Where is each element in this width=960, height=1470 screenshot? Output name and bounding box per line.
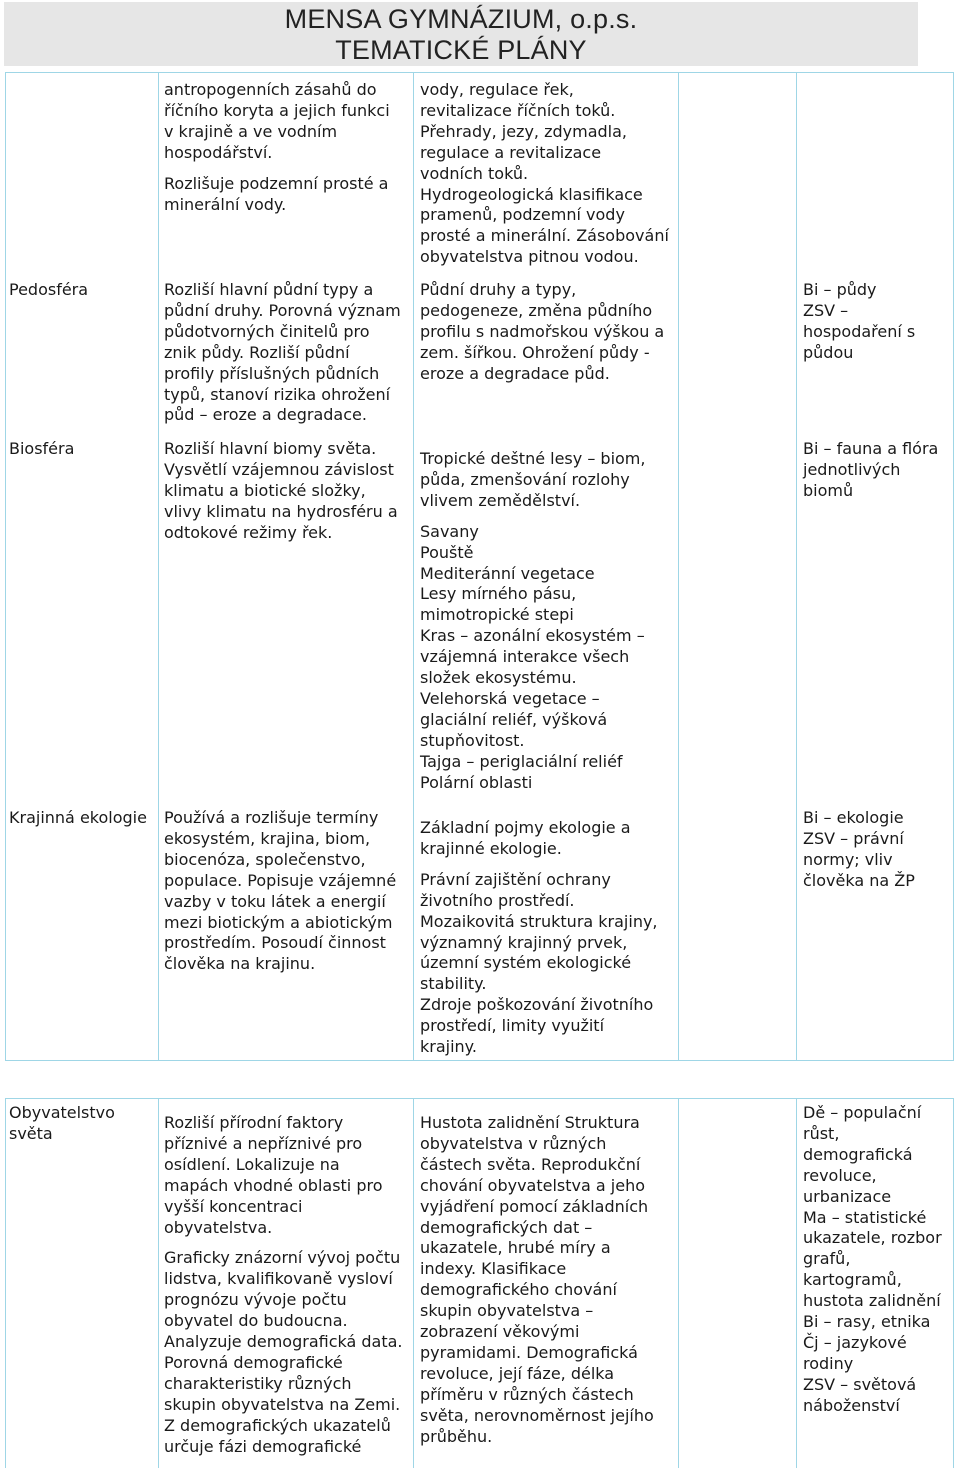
column-divider <box>5 1098 6 1468</box>
links-krajinna-ekologie: Bi – ekologie ZSV – právní normy; vliv člověka na ŽP <box>803 808 915 890</box>
outcomes-pedosfera: Rozliší hlavní půdní typy a půdní druhy. Porovná význam půdotvorných činitelů pro znik půdy. Rozliší půdní profily příslušných půdních typů, stanoví rizika ohrožení půd – eroze a degradace. <box>164 280 401 425</box>
column-divider <box>796 72 797 1060</box>
content-hydrosfera-cont: vody, regulace řek, revitalizace říčních toků. Přehrady, jezy, zdymadla, regulace a revitalizace vodních toků. Hydrogeologická klasifikace pramenů, podzemní vody prosté a minerální. Zásobování obyvatelstva pitnou vodou. <box>420 80 669 267</box>
column-divider <box>5 72 6 1060</box>
topic-krajinna-ekologie: Krajinná ekologie <box>9 808 147 827</box>
column-divider <box>158 1098 159 1468</box>
table-top-border <box>5 1098 954 1099</box>
links-pedosfera: Bi – půdy ZSV – hospodaření s půdou <box>803 280 916 362</box>
column-divider <box>158 72 159 1060</box>
page-header <box>4 2 918 66</box>
column-divider <box>796 1098 797 1468</box>
links-biosfera: Bi – fauna a flóra jednotlivých biomů <box>803 439 939 500</box>
content-biosfera: Tropické deštné lesy – biom, půda, zmenšování rozlohy vlivem zemědělství. Savany Pouště Mediteránní vegetace Lesy mírného pásu, mimotropické stepi Kras – azonální ekosystém – vzájemná interakce všech složek ekosystému. Velehorská vegetace – glaciální reliéf, výšková stupňovitost. Tajga – periglaciální reliéf Polární oblasti <box>420 449 646 792</box>
topic-obyvatelstvo: Obyvatelstvo světa <box>9 1103 115 1143</box>
content-obyvatelstvo: Hustota zalidnění Struktura obyvatelstva v různých částech světa. Reprodukční chování obyvatelstva a jeho vyjádření pomocí základních demografických dat – ukazatele, hrubé míry a indexy. Klasifikace demografického chování skupin obyvatelstva – zobrazení věkovými pyramidami. Demografická revoluce, její fáze, délka příměru v různých částech světa, nerovnoměrnost jejího průběhu. <box>420 1113 654 1446</box>
content-pedosfera: Půdní druhy a typy, pedogeneze, změna půdního profilu s nadmořskou výškou a zem. šířkou. Ohrožení půdy - eroze a degradace půd. <box>420 280 665 383</box>
topic-biosfera: Biosféra <box>9 439 75 458</box>
links-obyvatelstvo: Dě – populační růst, demografická revoluce, urbanizace Ma – statistické ukazatele, rozbor grafů, kartogramů, hustota zalidnění Bi – rasy, etnika Čj – jazykové rodiny ZSV – světová náboženství <box>803 1103 942 1415</box>
table-top-border <box>5 72 954 73</box>
outcomes-krajinna-ekologie: Používá a rozlišuje termíny ekosystém, krajina, biom, biocenóza, společenstvo, populace. Popisuje vzájemné vazby v toku látek a energií mezi biotickým a abiotickým prostředím. Posoudí činnost člověka na krajinu. <box>164 808 397 974</box>
outcomes-hydrosfera-cont: antropogenních zásahů do říčního koryta a jejich funkci v krajině a ve vodním hospodářství. Rozlišuje podzemní prosté a minerální vody. <box>164 80 390 214</box>
document-title: MENSA GYMNÁZIUM, o.p.s. TEMATICKÉ PLÁNY <box>284 4 638 65</box>
outcomes-biosfera: Rozliší hlavní biomy světa. Vysvětlí vzájemnou závislost klimatu a biotické složky, vlivy klimatu na hydrosféru a odtokové režimy řek. <box>164 439 398 542</box>
topic-pedosfera: Pedosféra <box>9 280 89 299</box>
table-bottom-border <box>5 1060 954 1061</box>
content-krajinna-ekologie: Základní pojmy ekologie a krajinné ekologie. Právní zajištění ochrany životního prostředí. Mozaikovitá struktura krajiny, významný krajinný prvek, územní systém ekologické stability. Zdroje poškozování životního prostředí, limity využití krajiny. <box>420 818 658 1057</box>
column-divider <box>953 72 954 1060</box>
column-divider <box>953 1098 954 1468</box>
outcomes-obyvatelstvo: Rozliší přírodní faktory příznivé a nepříznivé pro osídlení. Lokalizuje na mapách vhodné oblasti pro vyšší koncentraci obyvatelstva. Graficky znázorní vývoj počtu lidstva, kvalifikovaně vysloví prognózu vývoje počtu obyvatel do budoucna. Analyzuje demografická data. Porovná demografické charakteristiky různých skupin obyvatelstva na Zemi. Z demografických ukazatelů určuje fázi demografické <box>164 1113 403 1456</box>
